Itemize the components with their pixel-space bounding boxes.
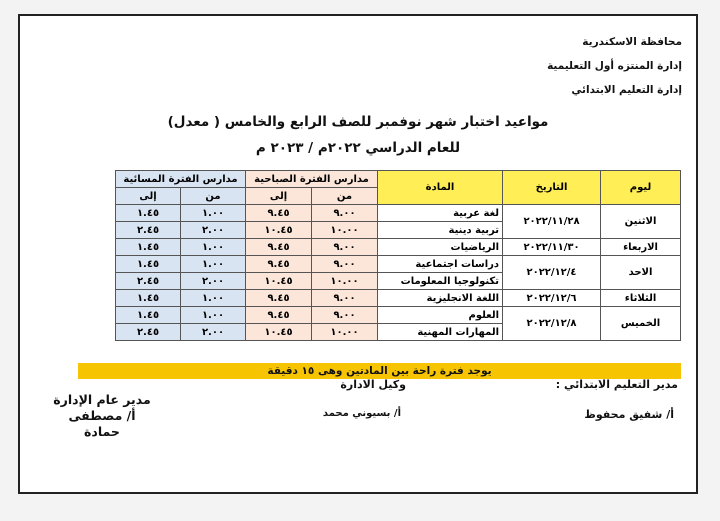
evening-to-cell: ١.٤٥	[116, 290, 181, 307]
document-page	[18, 14, 698, 494]
table-row	[116, 290, 681, 307]
morning-to-header: إلى	[246, 188, 312, 205]
table-row	[116, 256, 681, 273]
subject-cell: تكنولوجيا المعلومات	[378, 273, 503, 290]
morning-to-cell: ٩.٤٥	[246, 205, 312, 222]
morning-to-cell: ٩.٤٥	[246, 307, 312, 324]
evening-to-header: إلى	[116, 188, 181, 205]
evening-header: مدارس الفترة المسائية	[116, 171, 246, 188]
morning-from-cell: ٩.٠٠	[312, 307, 378, 324]
morning-from-cell: ١٠.٠٠	[312, 273, 378, 290]
evening-from-cell: ٢.٠٠	[181, 273, 246, 290]
deputy-title: وكيل الادارة	[340, 378, 406, 391]
morning-from-cell: ٩.٠٠	[312, 205, 378, 222]
morning-from-cell: ٩.٠٠	[312, 256, 378, 273]
exam-schedule-table	[115, 170, 681, 341]
morning-to-cell: ٩.٤٥	[246, 239, 312, 256]
morning-from-cell: ١٠.٠٠	[312, 222, 378, 239]
morning-from-cell: ١٠.٠٠	[312, 324, 378, 341]
morning-from-header: من	[312, 188, 378, 205]
table-row	[116, 205, 681, 222]
day-header: ليوم	[601, 171, 681, 205]
evening-to-cell: ٢.٤٥	[116, 324, 181, 341]
evening-to-cell: ١.٤٥	[116, 307, 181, 324]
date-cell: ٢٠٢٢/١٢/٨	[503, 307, 601, 341]
morning-to-cell: ١٠.٤٥	[246, 273, 312, 290]
date-header: التاريخ	[503, 171, 601, 205]
day-cell: الاثنين	[601, 205, 681, 239]
subject-cell: الرياضيات	[378, 239, 503, 256]
general-director-name-line2: حمادة	[84, 424, 120, 439]
administration-heading: إدارة المنتزه أول التعليمية	[547, 60, 682, 72]
primary-director-title: مدير التعليم الابتدائي :	[555, 378, 678, 391]
date-cell: ٢٠٢٢/١١/٢٨	[503, 205, 601, 239]
subject-cell: تربية دينية	[378, 222, 503, 239]
evening-from-cell: ١.٠٠	[181, 290, 246, 307]
subject-cell: لغة عربية	[378, 205, 503, 222]
primary-director-name: أ/ شفيق محفوظ	[584, 408, 674, 421]
evening-to-cell: ١.٤٥	[116, 205, 181, 222]
table-row	[116, 239, 681, 256]
day-cell: الاربعاء	[601, 239, 681, 256]
date-cell: ٢٠٢٢/١١/٣٠	[503, 239, 601, 256]
general-director-name-line1: أ/ مصطفى	[68, 408, 136, 423]
evening-from-cell: ٢.٠٠	[181, 222, 246, 239]
table-header-row	[116, 171, 681, 188]
subject-cell: العلوم	[378, 307, 503, 324]
evening-to-cell: ٢.٤٥	[116, 222, 181, 239]
day-cell: الثلاثاء	[601, 290, 681, 307]
general-director-title: مدير عام الإدارة	[53, 392, 151, 407]
governorate-heading: محافظة الاسكندرية	[582, 36, 682, 48]
evening-from-cell: ١.٠٠	[181, 307, 246, 324]
subject-cell: دراسات اجتماعية	[378, 256, 503, 273]
date-cell: ٢٠٢٢/١٢/٦	[503, 290, 601, 307]
academic-year: للعام الدراسي ٢٠٢٢م / ٢٠٢٣ م	[255, 140, 461, 156]
department-heading: إدارة التعليم الابتدائي	[571, 84, 682, 96]
morning-to-cell: ٩.٤٥	[246, 256, 312, 273]
evening-from-header: من	[181, 188, 246, 205]
morning-from-cell: ٩.٠٠	[312, 290, 378, 307]
morning-header: مدارس الفترة الصباحية	[246, 171, 378, 188]
day-cell: الاحد	[601, 256, 681, 290]
subject-cell: اللغة الانجليزية	[378, 290, 503, 307]
evening-to-cell: ١.٤٥	[116, 256, 181, 273]
general-director-signature	[52, 392, 152, 440]
subject-cell: المهارات المهنية	[378, 324, 503, 341]
morning-from-cell: ٩.٠٠	[312, 239, 378, 256]
deputy-name: أ/ بسيوني محمد	[322, 408, 401, 419]
evening-to-cell: ١.٤٥	[116, 239, 181, 256]
date-cell: ٢٠٢٢/١٢/٤	[503, 256, 601, 290]
morning-to-cell: ٩.٤٥	[246, 290, 312, 307]
evening-from-cell: ٢.٠٠	[181, 324, 246, 341]
evening-to-cell: ٢.٤٥	[116, 273, 181, 290]
evening-from-cell: ١.٠٠	[181, 239, 246, 256]
day-cell: الخميس	[601, 307, 681, 341]
evening-from-cell: ١.٠٠	[181, 205, 246, 222]
break-note: يوجد فترة راحة بين المادتين وهى ١٥ دقيقة	[78, 363, 681, 379]
evening-from-cell: ١.٠٠	[181, 256, 246, 273]
morning-to-cell: ١٠.٤٥	[246, 222, 312, 239]
morning-to-cell: ١٠.٤٥	[246, 324, 312, 341]
document-title: مواعيد اختبار شهر نوفمبر للصف الرابع والخامس ( معدل)	[167, 114, 549, 130]
subject-header: المادة	[378, 171, 503, 205]
table-row	[116, 307, 681, 324]
